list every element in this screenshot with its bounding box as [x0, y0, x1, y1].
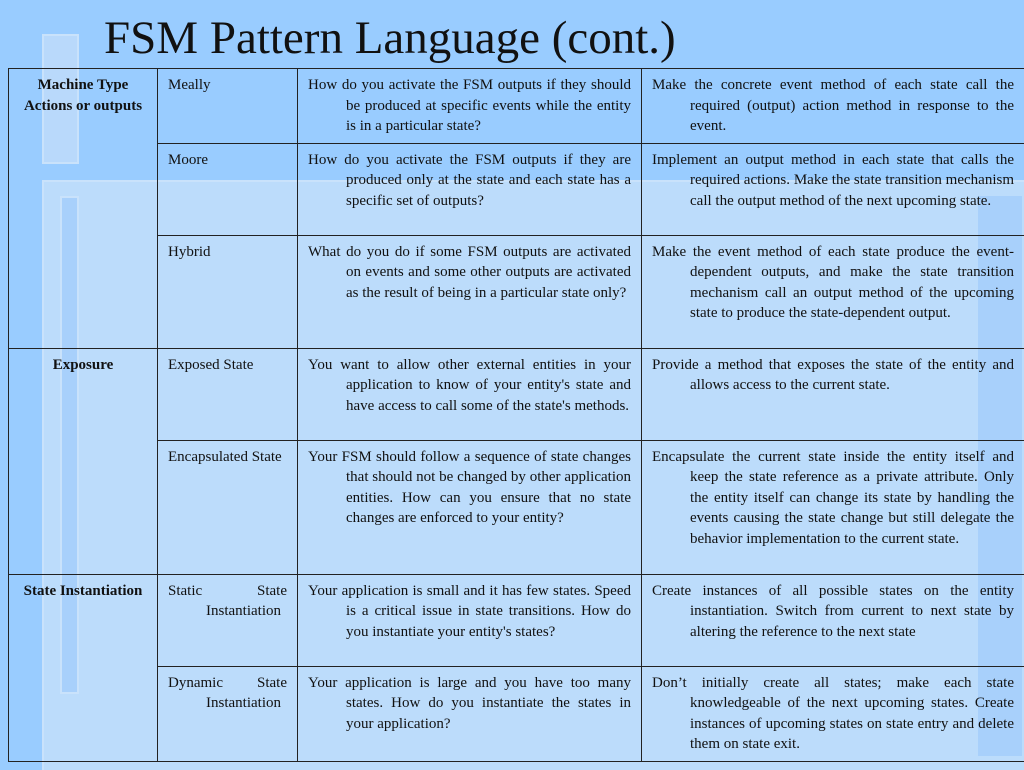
- solution-text: Make the concrete event method of each state call the required (output) action method in response to the event.: [652, 75, 1014, 137]
- category-label: Exposure: [53, 357, 114, 373]
- problem-cell: [298, 348, 642, 440]
- category-cell: [9, 69, 158, 349]
- problem-cell: [298, 440, 642, 574]
- slide-title: FSM Pattern Language (cont.): [104, 8, 676, 68]
- pattern-name-cell: [158, 348, 298, 440]
- solution-cell: [642, 143, 1024, 235]
- solution-cell: [642, 348, 1024, 440]
- table-row: [9, 143, 1024, 235]
- table-row: [9, 235, 1024, 348]
- solution-text: Make the event method of each state produce the event-dependent outputs, and make the state transition mechanism call an output method of the upcoming state to produce the state-dependent output.: [652, 242, 1014, 324]
- problem-text: You want to allow other external entities in your application to know of your entity's state and have access to call some of the state's methods.: [308, 355, 631, 417]
- pattern-name-cell: [158, 69, 298, 144]
- solution-cell: [642, 574, 1024, 666]
- solution-text: Create instances of all possible states on the entity instantiation. Switch from current to next state by altering the reference to the next state: [652, 581, 1014, 643]
- problem-cell: [298, 666, 642, 761]
- solution-cell: [642, 235, 1024, 348]
- problem-text: Your FSM should follow a sequence of state changes that should not be changed by other application entities. How can you ensure that no state changes are enforced to your entity?: [308, 447, 631, 529]
- problem-cell: [298, 574, 642, 666]
- pattern-name-cell: [158, 574, 298, 666]
- pattern-name-cell: [158, 666, 298, 761]
- table-row: [9, 348, 1024, 440]
- solution-text: Provide a method that exposes the state of the entity and allows access to the current state.: [652, 355, 1014, 396]
- pattern-name-cell: [158, 440, 298, 574]
- solution-text: Implement an output method in each state that calls the required actions. Make the state transition mechanism call the output method of the next upcoming state.: [652, 150, 1014, 212]
- category-cell: [9, 574, 158, 761]
- table-row: [9, 666, 1024, 761]
- pattern-name: Static State Instantiation: [168, 581, 287, 622]
- pattern-name: Exposed State: [168, 355, 287, 376]
- problem-cell: [298, 235, 642, 348]
- problem-text: Your application is small and it has few states. Speed is a critical issue in state transitions. How do you instantiate your entity's states?: [308, 581, 631, 643]
- category-label: Machine Type Actions or outputs: [24, 77, 142, 114]
- table-row: [9, 69, 1024, 144]
- category-label: State Instantiation: [24, 583, 143, 599]
- solution-cell: [642, 69, 1024, 144]
- pattern-name: Hybrid: [168, 242, 287, 263]
- solution-text: Encapsulate the current state inside the entity itself and keep the state reference as a private attribute. Only the entity itself can change its state by handling the events causing the state change but still delegate the behavior implementation to the current state.: [652, 447, 1014, 550]
- solution-cell: [642, 666, 1024, 761]
- pattern-table: [8, 68, 1024, 762]
- problem-text: What do you do if some FSM outputs are activated on events and some other outputs are activated as the result of being in a particular state only?: [308, 242, 631, 304]
- pattern-name-cell: [158, 235, 298, 348]
- pattern-name: Dynamic State Instantiation: [168, 673, 287, 714]
- category-cell: [9, 348, 158, 574]
- problem-cell: [298, 69, 642, 144]
- solution-text: Don’t initially create all states; make each state knowledgeable of the next upcoming states. Create instances of upcoming states on state entry and delete them on state exit.: [652, 673, 1014, 755]
- problem-cell: [298, 143, 642, 235]
- solution-cell: [642, 440, 1024, 574]
- problem-text: Your application is large and you have too many states. How do you instantiate the states in your application?: [308, 673, 631, 735]
- problem-text: How do you activate the FSM outputs if they are produced only at the state and each state has a specific set of outputs?: [308, 150, 631, 212]
- pattern-name: Encapsulated State: [168, 447, 287, 468]
- table-row: [9, 440, 1024, 574]
- pattern-name-cell: [158, 143, 298, 235]
- pattern-name: Moore: [168, 150, 287, 171]
- pattern-name: Meally: [168, 75, 287, 96]
- table-row: [9, 574, 1024, 666]
- problem-text: How do you activate the FSM outputs if they should be produced at specific events while the entity is in a particular state?: [308, 75, 631, 137]
